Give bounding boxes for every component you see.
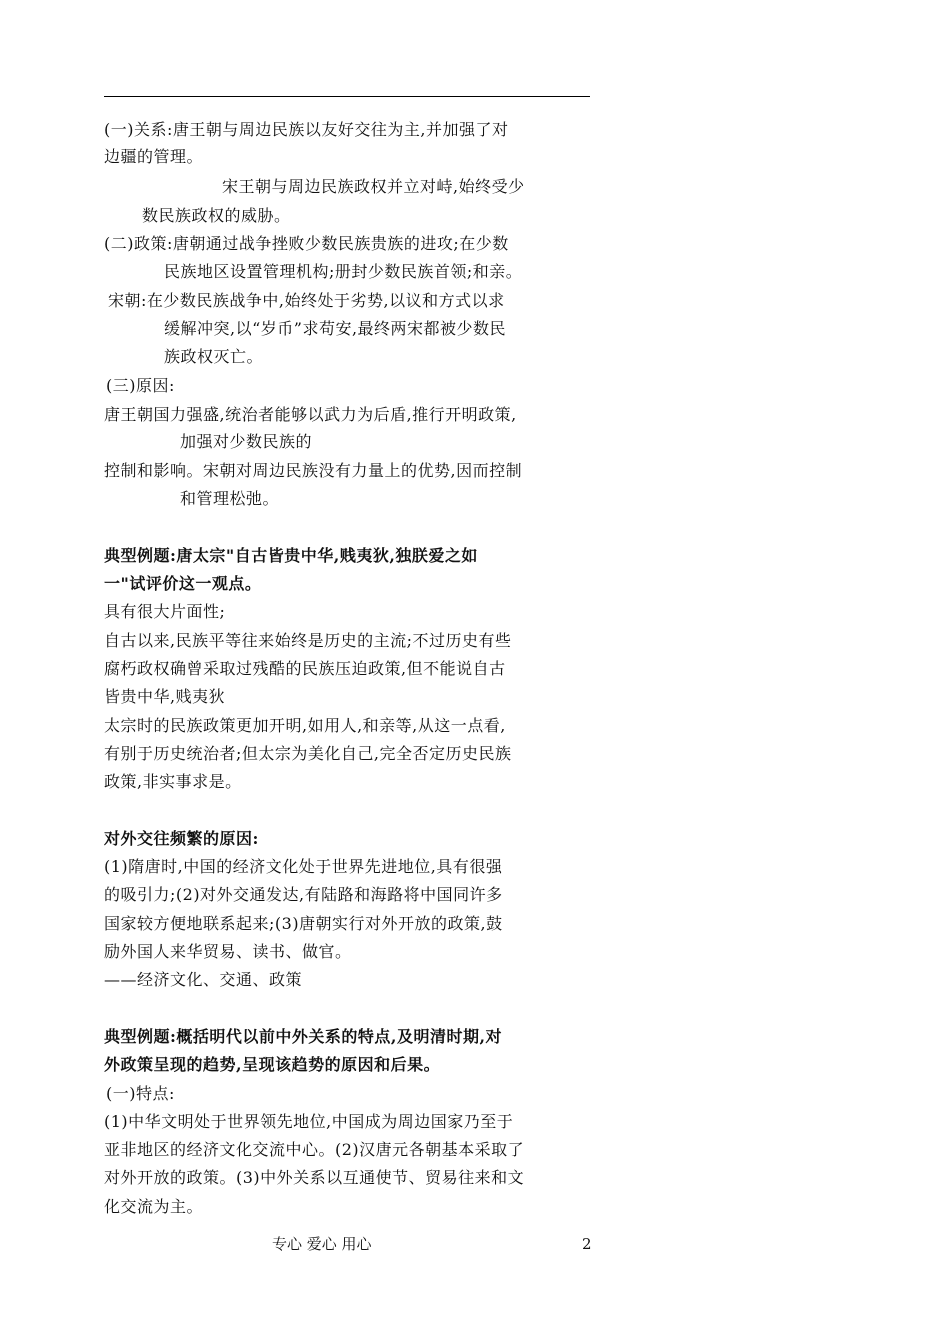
text-line: 宋王朝与周边民族政权并立对峙,始终受少 xyxy=(222,177,525,196)
text-line: 化交流为主。 xyxy=(104,1197,204,1216)
text-line: 国家较方便地联系起来;(3)唐朝实行对外开放的政策,鼓 xyxy=(104,914,503,933)
example-heading: 典型例题:唐太宗"自古皆贵中华,贱夷狄,独朕爱之如 xyxy=(104,546,478,565)
text-line: 励外国人来华贸易、读书、做官。 xyxy=(104,942,352,961)
text-line: 腐朽政权确曾采取过残酷的民族压迫政策,但不能说自古 xyxy=(104,659,506,678)
page-number: 2 xyxy=(582,1235,592,1253)
text-line: 有别于历史统治者;但太宗为美化自己,完全否定历史民族 xyxy=(104,744,512,763)
text-line: 自古以来,民族平等往来始终是历史的主流;不过历史有些 xyxy=(104,631,512,650)
text-line: 皆贵中华,贱夷狄 xyxy=(104,687,226,706)
section-heading: (一)特点: xyxy=(106,1084,175,1103)
text-line: 边疆的管理。 xyxy=(104,147,204,166)
text-line: 的吸引力;(2)对外交通发达,有陆路和海路将中国同许多 xyxy=(104,885,503,904)
text-line: 唐王朝国力强盛,统治者能够以武力为后盾,推行开明政策, xyxy=(104,405,517,424)
text-line: (1)中华文明处于世界领先地位,中国成为周边国家乃至于 xyxy=(104,1112,514,1131)
text-line: 宋朝:在少数民族战争中,始终处于劣势,以议和方式以求 xyxy=(108,291,505,310)
text-line: 控制和影响。宋朝对周边民族没有力量上的优势,因而控制 xyxy=(104,461,523,480)
example-heading: 典型例题:概括明代以前中外关系的特点,及明清时期,对 xyxy=(104,1027,503,1046)
text-line: 族政权灭亡。 xyxy=(164,347,264,366)
example-heading: 一"试评价这一观点。 xyxy=(104,574,262,593)
text-line: (1)隋唐时,中国的经济文化处于世界先进地位,具有很强 xyxy=(104,857,503,876)
text-line: 太宗时的民族政策更加开明,如用人,和亲等,从这一点看, xyxy=(104,716,506,735)
text-line: 对外开放的政策。(3)中外关系以互通使节、贸易往来和文 xyxy=(104,1168,525,1187)
text-line: 政策,非实事求是。 xyxy=(104,772,242,791)
text-line: 数民族政权的威胁。 xyxy=(142,206,291,225)
text-line: 缓解冲突,以“岁币”求苟安,最终两宋都被少数民 xyxy=(164,319,507,338)
text-line: 民族地区设置管理机构;册封少数民族首领;和亲。 xyxy=(164,262,523,281)
text-line: 亚非地区的经济文化交流中心。(2)汉唐元各朝基本采取了 xyxy=(104,1140,525,1159)
text-line: 和管理松弛。 xyxy=(180,489,280,508)
footer-motto: 专心 爱心 用心 xyxy=(272,1235,372,1253)
section-heading: (三)原因: xyxy=(106,376,175,395)
text-line: 加强对少数民族的 xyxy=(180,432,313,451)
example-heading: 外政策呈现的趋势,呈现该趋势的原因和后果。 xyxy=(104,1055,441,1074)
text-line: (一)关系:唐王朝与周边民族以友好交往为主,并加强了对 xyxy=(104,120,509,139)
header-rule xyxy=(104,96,590,97)
text-line: 具有很大片面性; xyxy=(104,602,226,621)
section-heading: 对外交往频繁的原因: xyxy=(104,829,259,848)
text-line: (二)政策:唐朝通过战争挫败少数民族贵族的进攻;在少数 xyxy=(104,234,509,253)
text-line: ——经济文化、交通、政策 xyxy=(104,970,303,989)
